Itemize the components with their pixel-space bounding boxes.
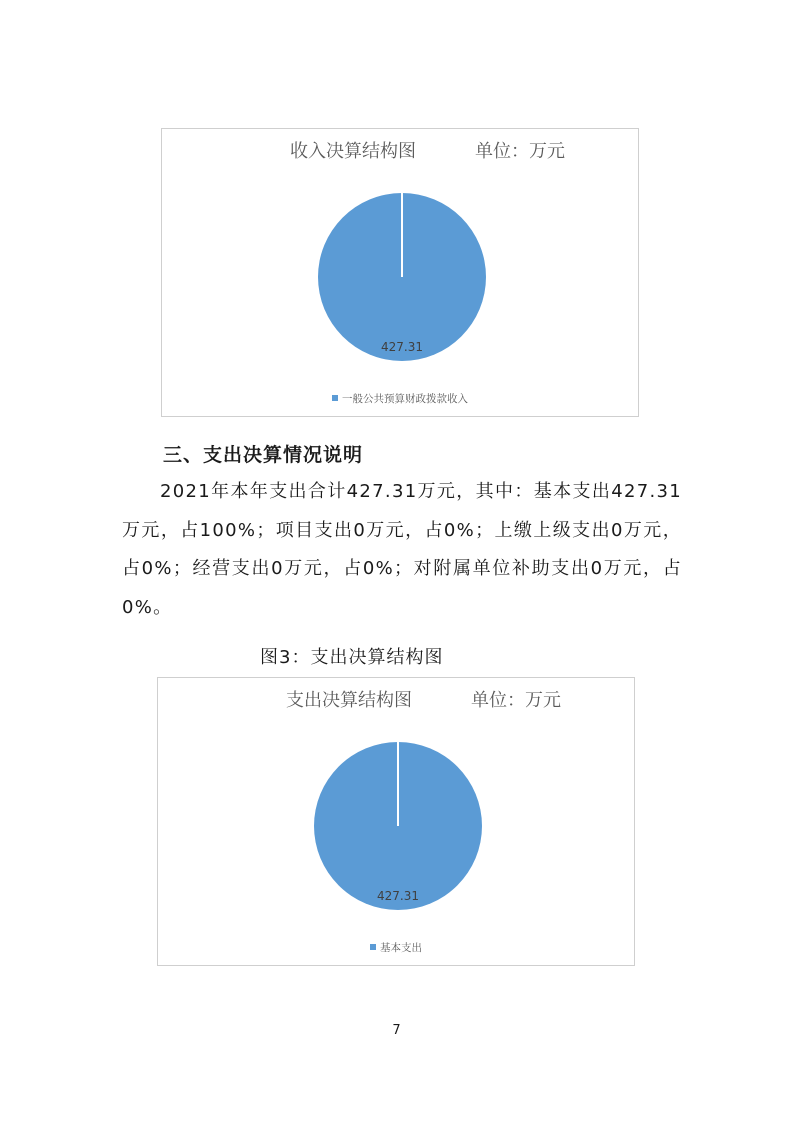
- expenditure-paragraph: 2021年本年支出合计427.31万元，其中：基本支出427.31万元，占100%；项目支出0万元，占0%；上缴上级支出0万元，占0%；经营支出0万元，占0%；对附属单位补助支出0万元，占0%。: [122, 481, 682, 618]
- income-pie-data-label: 427.31: [381, 340, 423, 354]
- income-chart: [161, 128, 639, 417]
- income-chart-title: 收入决算结构图: [290, 141, 416, 162]
- expenditure-chart-unit: 单位：万元: [471, 690, 561, 711]
- section-heading: 三、支出决算情况说明: [163, 444, 364, 466]
- income-legend-label: 一般公共预算财政拨款收入: [342, 393, 468, 405]
- expenditure-chart: [157, 677, 635, 966]
- income-legend-swatch: [332, 395, 338, 401]
- expenditure-chart-title: 支出决算结构图: [286, 690, 412, 711]
- figure-caption: 图3：支出决算结构图: [260, 647, 444, 668]
- expenditure-legend-label: 基本支出: [380, 942, 422, 954]
- income-pie: [162, 129, 640, 418]
- expenditure-pie-data-label: 427.31: [377, 889, 419, 903]
- expenditure-pie: [158, 678, 636, 967]
- page-number: 7: [392, 1023, 401, 1038]
- income-legend: [162, 391, 638, 406]
- income-chart-unit: 单位：万元: [475, 141, 565, 162]
- expenditure-legend: [158, 940, 634, 955]
- expenditure-legend-swatch: [370, 944, 376, 950]
